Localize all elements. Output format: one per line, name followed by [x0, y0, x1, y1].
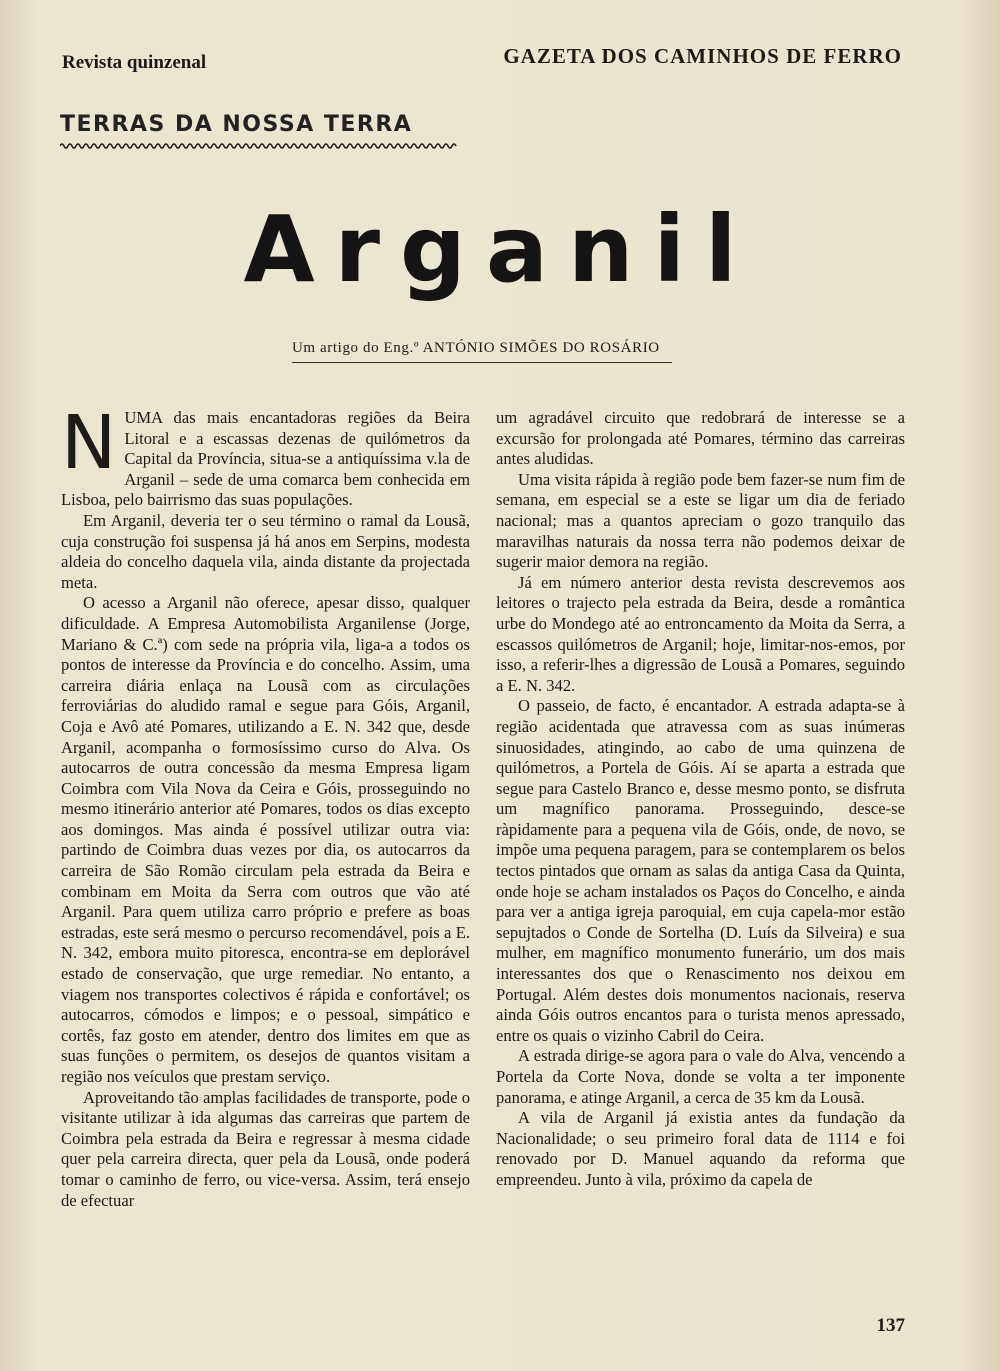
paragraph: Já em número anterior desta revista descrevemos aos leitores o trajecto pela estrada da Beira, desde a romântica urbe do Mondego até ao entroncamento da Moita da Serra, a escassos quilómetros de Arganil; hoje, limitar-nos-emos, por isso, a referir-lhes a digressão de Lousã a Pomares, seguindo a E. N. 342. [496, 572, 905, 695]
article-column-left [61, 400, 470, 1211]
header-magazine-name: GAZETA DOS CAMINHOS DE FERRO [503, 44, 902, 68]
article-title: Arganil [243, 196, 757, 303]
paragraph: Uma visita rápida à região pode bem fazer-se num fim de semana, em especial se a este se ligar um dia de feriado nacional; mas a quantos apreciam o gozo tranquilo das maravilhas naturais da nossa terra não podemos deixar de sugerir maior demora na região. [496, 469, 905, 572]
paragraph: Aproveitando tão amplas facilidades de transporte, pode o visitante utilizar à ida algumas das carreiras que partem de Coimbra pela estrada da Beira e regressar à mesma cidade quer pela carreira directa, quer pela da Lousã, onde poderá tomar o caminho de ferro, ou vice-versa. Assim, terá ensejo de efectuar [61, 1087, 470, 1210]
paragraph: A vila de Arganil já existia antes da fundação da Nacionalidade; o seu primeiro foral data de 1114 e foi renovado por D. Manuel aquando da reforma que empreendeu. Junto à vila, próximo da capela de [496, 1108, 905, 1189]
paragraph: A estrada dirige-se agora para o vale do Alva, vencendo a Portela da Corte Nova, donde se volta a ter imponente panorama, e atinge Arganil, a cerca de 35 km da Lousã. [496, 1046, 905, 1107]
article-column-right [496, 408, 905, 1191]
paragraph [61, 400, 470, 511]
header-periodicity: Revista quinzenal [62, 52, 207, 73]
section-title: TERRAS DA NOSSA TERRA [60, 112, 413, 137]
paragraph: Em Arganil, deveria ter o seu término o ramal da Lousã, cuja construção foi suspensa já há anos em Serpins, modesta aldeia do concelho daquela vila, ainda distante da projectada meta. [61, 510, 470, 592]
paragraph: O acesso a Arganil não oferece, apesar disso, qualquer dificuldade. A Empresa Automobilista Arganilense (Jorge, Mariano & C.ª) com sede na própria vila, liga-a a todos os pontos de interesse da Província e do concelho. Assim, uma carreira diária enlaça na Lousã com as circulações ferroviárias do aludido ramal e segue para Góis, Arganil, Coja e Avô até Pomares, utilizando a E. N. 342 que, desde Arganil, acompanha o formosíssimo curso do Alva. Os autocarros de outra concessão da mesma Empresa ligam Coimbra com Vila Nova da Ceira e Góis, prosseguindo no mesmo itinerário anterior até Pomares, todos os dias excepto aos domingos. Mas ainda é possível utilizar outra via: partindo de Coimbra duas vezes por dia, os autocarros da carreira de São Romão circulam pela estrada da Beira e combinam em Moita da Serra com outros que vão até Arganil. Para quem utiliza carro próprio e prefere as boas estradas, este será mesmo o percurso recomendável, pois a E. N. 342, embora muito pitoresca, encontra-se em deplorável estado de conservação, que urge remediar. No entanto, a viagem nos transportes colectivos é rápida e confortável; os autocarros, cómodos e limpos; e o pessoal, simpático e cortês, faz gosto em atender, dentro dos limites em que as suas funções o permitem, os desejos de quantos visitam a região nos veículos que prestam serviço. [61, 593, 470, 1086]
paragraph: O passeio, de facto, é encantador. A estrada adapta-se à região acidentada que atravessa com as suas inúmeras sinuosidades, atingindo, ao cabo de uma quinzena de quilómetros, a Portela de Góis. Aí se aparta a estrada que segue para Castelo Branco e, desse mesmo ponto, se disfruta um magnífico panorama. Prosseguindo, desce-se ràpidamente para a pequena vila de Góis, onde, de novo, se impõe uma pequena paragem, para se contemplarem os belos tectos pintados que ornam as salas da antiga Casa da Quinta, onde hoje se acham instalados os Paços do Concelho, e ainda para ver a antiga igreja paroquial, em cuja capela-mor estão sepujtados o Conde de Sortelha (D. Luís da Silveira) e sua mulher, em magnífico monumento funerário, um dos mais interessantes dos que o Renascimento nos deixou em Portugal. Além destes dois monumentos nacionais, reserva ainda Góis outros encantos para o turista menos apressado, entre os quais o vizinho Cabril do Ceira. [496, 696, 905, 1045]
byline-rule [292, 362, 672, 363]
byline-prefix: Um artigo do Eng.º [292, 340, 423, 356]
page-number: 137 [876, 1315, 905, 1336]
paragraph: um agradável circuito que redobrará de interesse se a excursão for prolongada até Pomares, término das carreiras antes aludidas. [496, 408, 905, 469]
paragraph-text: UMA das mais encantadoras regiões da Beira Litoral e a escassas dezenas de quilómetros da Capital da Província, situa-se a antiquíssima v.la de Arganil – sede de uma comarca bem conhecida em Lisboa, pelo bairrismo das suas populações. [61, 408, 470, 510]
wavy-underline [60, 142, 458, 150]
byline [292, 340, 660, 357]
drop-cap: N [61, 400, 117, 486]
byline-author: ANTÓNIO SIMÕES DO ROSÁRIO [422, 340, 660, 356]
